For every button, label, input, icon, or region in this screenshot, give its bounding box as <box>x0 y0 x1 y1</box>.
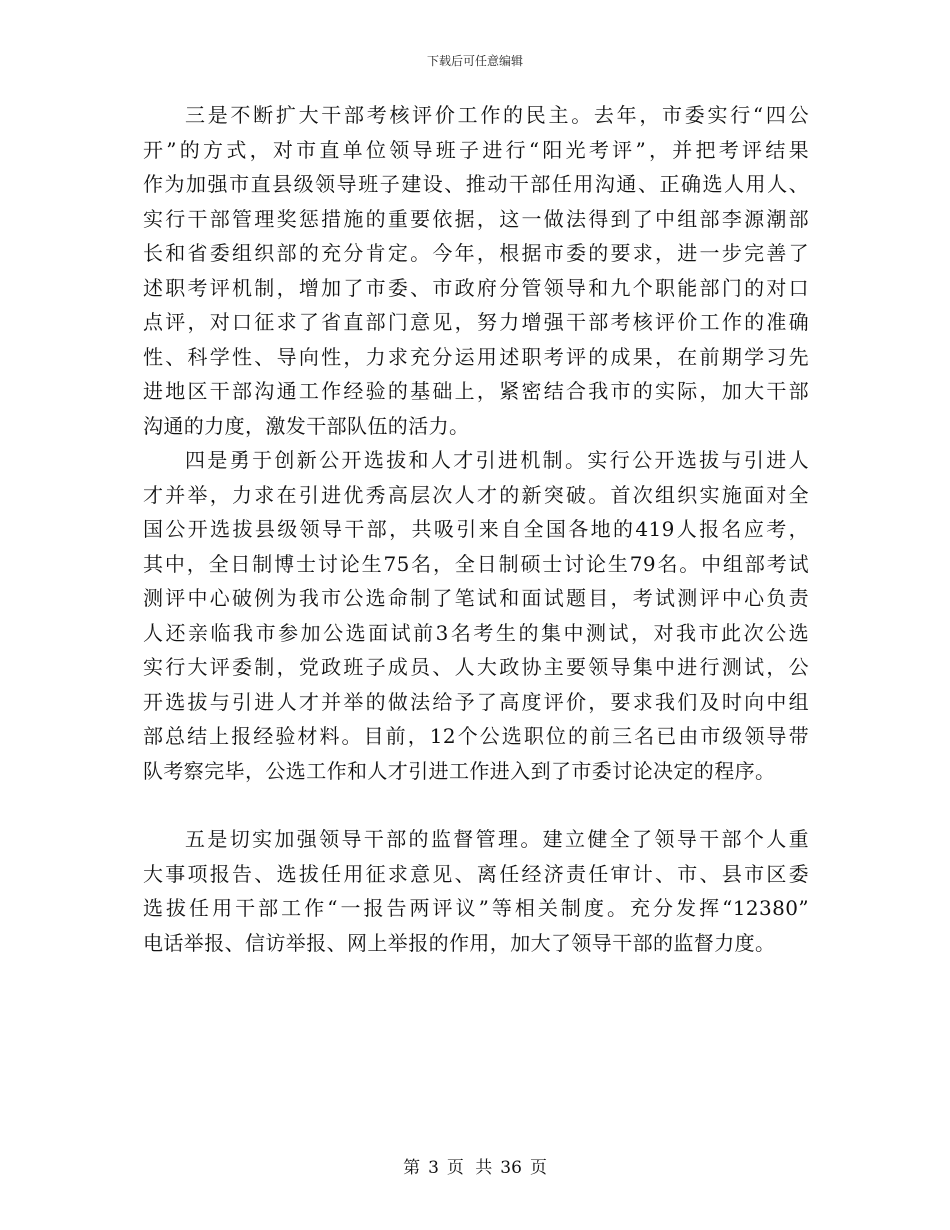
text-line: 五是切实加强领导干部的监督管理。建立健全了领导干部个人重 <box>185 827 809 851</box>
footer-suffix: 页 <box>529 1158 547 1178</box>
paragraph-three <box>143 98 809 443</box>
text-line: 大事项报告、选拔任用征求意见、离任经济责任审计、市、县市区委 <box>143 861 809 886</box>
text-line: 部总结上报经验材料。目前，12个公选职位的前三名已由市级领导带 <box>143 724 809 748</box>
text-line: 国公开选拔县级领导干部，共吸引来自全国各地的419人报名应考， <box>143 517 809 541</box>
text-line: 长和省委组织部的充分肯定。今年，根据市委的要求，进一步完善了 <box>143 241 809 265</box>
paragraph-spacer <box>143 788 809 822</box>
text-line: 作为加强市直县级领导班子建设、推动干部任用沟通、正确选人用人、 <box>143 172 809 196</box>
text-line: 才并举，力求在引进优秀高层次人才的新突破。首次组织实施面对全 <box>143 482 809 507</box>
text-line: 实行干部管理奖惩措施的重要依据，这一做法得到了中组部李源潮部 <box>143 206 809 231</box>
text-line: 三是不断扩大干部考核评价工作的民主。去年，市委实行“四公 <box>185 103 809 127</box>
text-line: 测评中心破例为我市公选命制了笔试和面试题目，考试测评中心负责 <box>143 586 809 610</box>
text-line: 电话举报、信访举报、网上举报的作用，加大了领导干部的监督力度。 <box>143 930 776 955</box>
text-line: 队考察完毕，公选工作和人才引进工作进入到了市委讨论决定的程序。 <box>143 758 776 783</box>
text-line: 开选拔与引进人才并举的做法给予了高度评价，要求我们及时向中组 <box>143 689 809 714</box>
paragraph-four <box>143 443 809 788</box>
text-line: 选拔任用干部工作“一报告两评议”等相关制度。充分发挥“12380” <box>143 896 809 920</box>
text-line: 沟通的力度，激发干部队伍的活力。 <box>143 413 470 438</box>
text-line: 开”的方式，对市直单位领导班子进行“阳光考评”，并把考评结果 <box>143 137 809 162</box>
footer-prefix: 第 <box>403 1158 421 1178</box>
text-line: 人还亲临我市参加公选面试前3名考生的集中测试，对我市此次公选 <box>143 620 809 645</box>
page-header: 下载后可任意编辑 <box>426 54 523 68</box>
paragraph-five <box>143 822 809 960</box>
text-line: 实行大评委制，党政班子成员、人大政协主要领导集中进行测试，公 <box>143 655 809 679</box>
text-line: 点评，对口征求了省直部门意见，努力增强干部考核评价工作的准确 <box>143 310 809 334</box>
text-line: 性、科学性、导向性，力求充分运用述职考评的成果，在前期学习先 <box>143 344 809 369</box>
footer-middle: 页 共 <box>446 1158 493 1178</box>
text-line: 述职考评机制，增加了市委、市政府分管领导和九个职能部门的对口 <box>143 275 809 300</box>
page-footer <box>0 1157 950 1179</box>
text-line: 四是勇于创新公开选拔和人才引进机制。实行公开选拔与引进人 <box>185 448 809 472</box>
text-line: 进地区干部沟通工作经验的基础上，紧密结合我市的实际，加大干部 <box>143 379 809 403</box>
document-body <box>143 98 809 960</box>
text-line: 其中，全日制博士讨论生75名，全日制硕士讨论生79名。中组部考试 <box>143 551 809 576</box>
footer-page-number: 3 <box>428 1158 439 1178</box>
footer-total-pages: 36 <box>500 1158 522 1178</box>
